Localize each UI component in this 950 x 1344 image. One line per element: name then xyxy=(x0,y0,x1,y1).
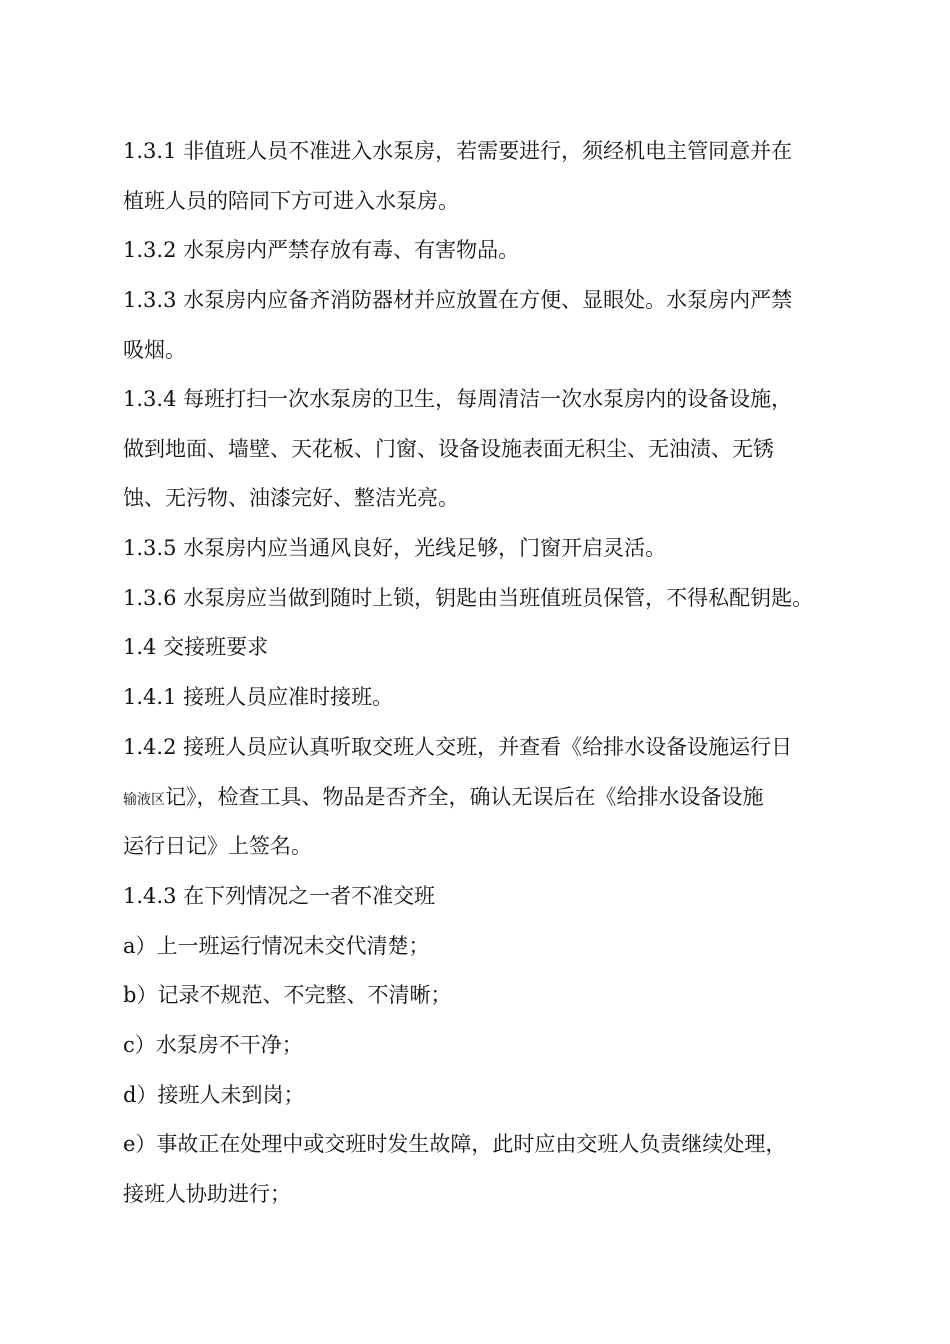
list-item: e）事故正在处理中或交班时发生故障，此时应由交班人负责继续处理， xyxy=(123,1132,787,1156)
text-line: 1.3.3 水泵房内应备齐消防器材并应放置在方便、显眼处。水泵房内严禁 xyxy=(123,288,793,312)
text-line-mixed xyxy=(123,783,883,814)
section-heading: 1.4 交接班要求 xyxy=(123,635,269,659)
list-item: a）上一班运行情况未交代清楚； xyxy=(123,934,430,958)
text-line-rest: 记》，检查工具、物品是否齐全，确认无误后在《给排水设备设施 xyxy=(165,785,764,809)
text-line: 1.4.3 在下列情况之一者不准交班 xyxy=(123,884,436,908)
text-line: 吸烟。 xyxy=(123,338,186,362)
text-line: 1.3.4 每班打扫一次水泵房的卫生，每周清洁一次水泵房内的设备设施， xyxy=(123,387,793,411)
list-item: c）水泵房不干净； xyxy=(123,1033,303,1057)
text-line: 1.3.5 水泵房内应当通风良好，光线足够，门窗开启灵活。 xyxy=(123,536,667,560)
text-line: 1.3.6 水泵房应当做到随时上锁，钥匙由当班值班员保管，不得私配钥匙。 xyxy=(123,586,814,610)
text-line: 接班人协助进行； xyxy=(123,1182,291,1206)
small-prefix: 输液区 xyxy=(123,792,165,808)
text-line: 做到地面、墙壁、天花板、门窗、设备设施表面无积尘、无油渍、无锈 xyxy=(123,437,774,461)
text-line: 蚀、无污物、油漆完好、整洁光亮。 xyxy=(123,486,459,510)
text-line: 植班人员的陪同下方可进入水泵房。 xyxy=(123,189,459,213)
text-line: 1.3.2 水泵房内严禁存放有毒、有害物品。 xyxy=(123,238,520,262)
text-line: 运行日记》上签名。 xyxy=(123,834,312,858)
text-line: 1.4.2 接班人员应认真听取交班人交班，并查看《给排水设备设施运行日 xyxy=(123,735,793,759)
list-item: d）接班人未到岗； xyxy=(123,1083,305,1107)
list-item: b）记录不规范、不完整、不清晰； xyxy=(123,983,452,1007)
text-line: 1.3.1 非值班人员不准进入水泵房，若需要进行，须经机电主管同意并在 xyxy=(123,139,793,163)
text-line: 1.4.1 接班人员应准时接班。 xyxy=(123,685,394,709)
